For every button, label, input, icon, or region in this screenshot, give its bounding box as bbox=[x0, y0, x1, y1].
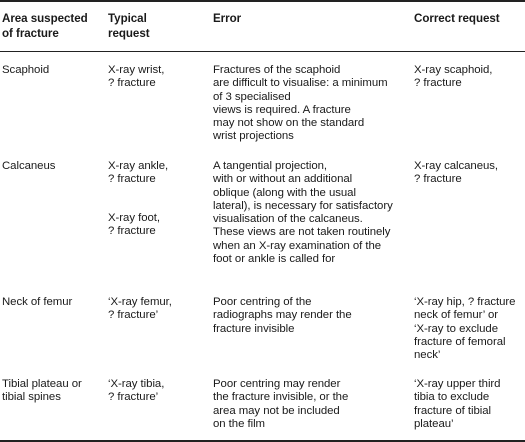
row-scaphoid-correct: X-ray scaphoid, ? fracture bbox=[414, 64, 493, 90]
row-femur-typical: ‘X-ray femur, ? fracture’ bbox=[108, 296, 172, 322]
row-femur-area: Neck of femur bbox=[2, 296, 73, 308]
row-calcaneus-error: A tangential projection, with or without an additional oblique (along with the usual lateral), is necessary for satisfactory visualisation of the calcaneus. These views are not taken routinely when an X-ray examination of the foot or ankle is called for bbox=[213, 160, 393, 266]
row-scaphoid-area: Scaphoid bbox=[2, 64, 50, 76]
row-calcaneus-correct: X-ray calcaneus, ? fracture bbox=[414, 160, 499, 186]
header-correct: Correct request bbox=[414, 12, 500, 25]
top-rule bbox=[0, 0, 525, 2]
row-tibia-area: Tibial plateau or tibial spines bbox=[2, 378, 82, 404]
bottom-rule bbox=[0, 440, 525, 442]
header-area: Area suspected of fracture bbox=[2, 12, 88, 40]
header-rule bbox=[0, 51, 525, 52]
row-tibia-typical: ‘X-ray tibia, ? fracture’ bbox=[108, 378, 165, 404]
row-calcaneus-typical-foot: X-ray foot, ? fracture bbox=[108, 212, 160, 238]
header-error: Error bbox=[213, 12, 242, 25]
header-typical: Typical request bbox=[108, 12, 150, 40]
row-calcaneus-typical: X-ray ankle, ? fracture bbox=[108, 160, 169, 186]
row-scaphoid-error: Fractures of the scaphoid are difficult to visualise: a minimum of 3 specialised views is required. A fracture may not show on the standard wrist projections bbox=[213, 64, 388, 143]
row-tibia-error: Poor centring may render the fracture invisible, or the area may not be included on the film bbox=[213, 378, 349, 430]
row-tibia-correct: ‘X-ray upper third tibia to exclude fracture of tibial plateau’ bbox=[414, 378, 501, 430]
row-femur-error: Poor centring of the radiographs may render the fracture invisible bbox=[213, 296, 352, 335]
row-scaphoid-typical: X-ray wrist, ? fracture bbox=[108, 64, 165, 90]
row-calcaneus-area: Calcaneus bbox=[2, 160, 56, 172]
row-femur-correct: ‘X-ray hip, ? fracture neck of femur’ or ‘X-ray to exclude fracture of femoral neck’ bbox=[414, 296, 516, 362]
